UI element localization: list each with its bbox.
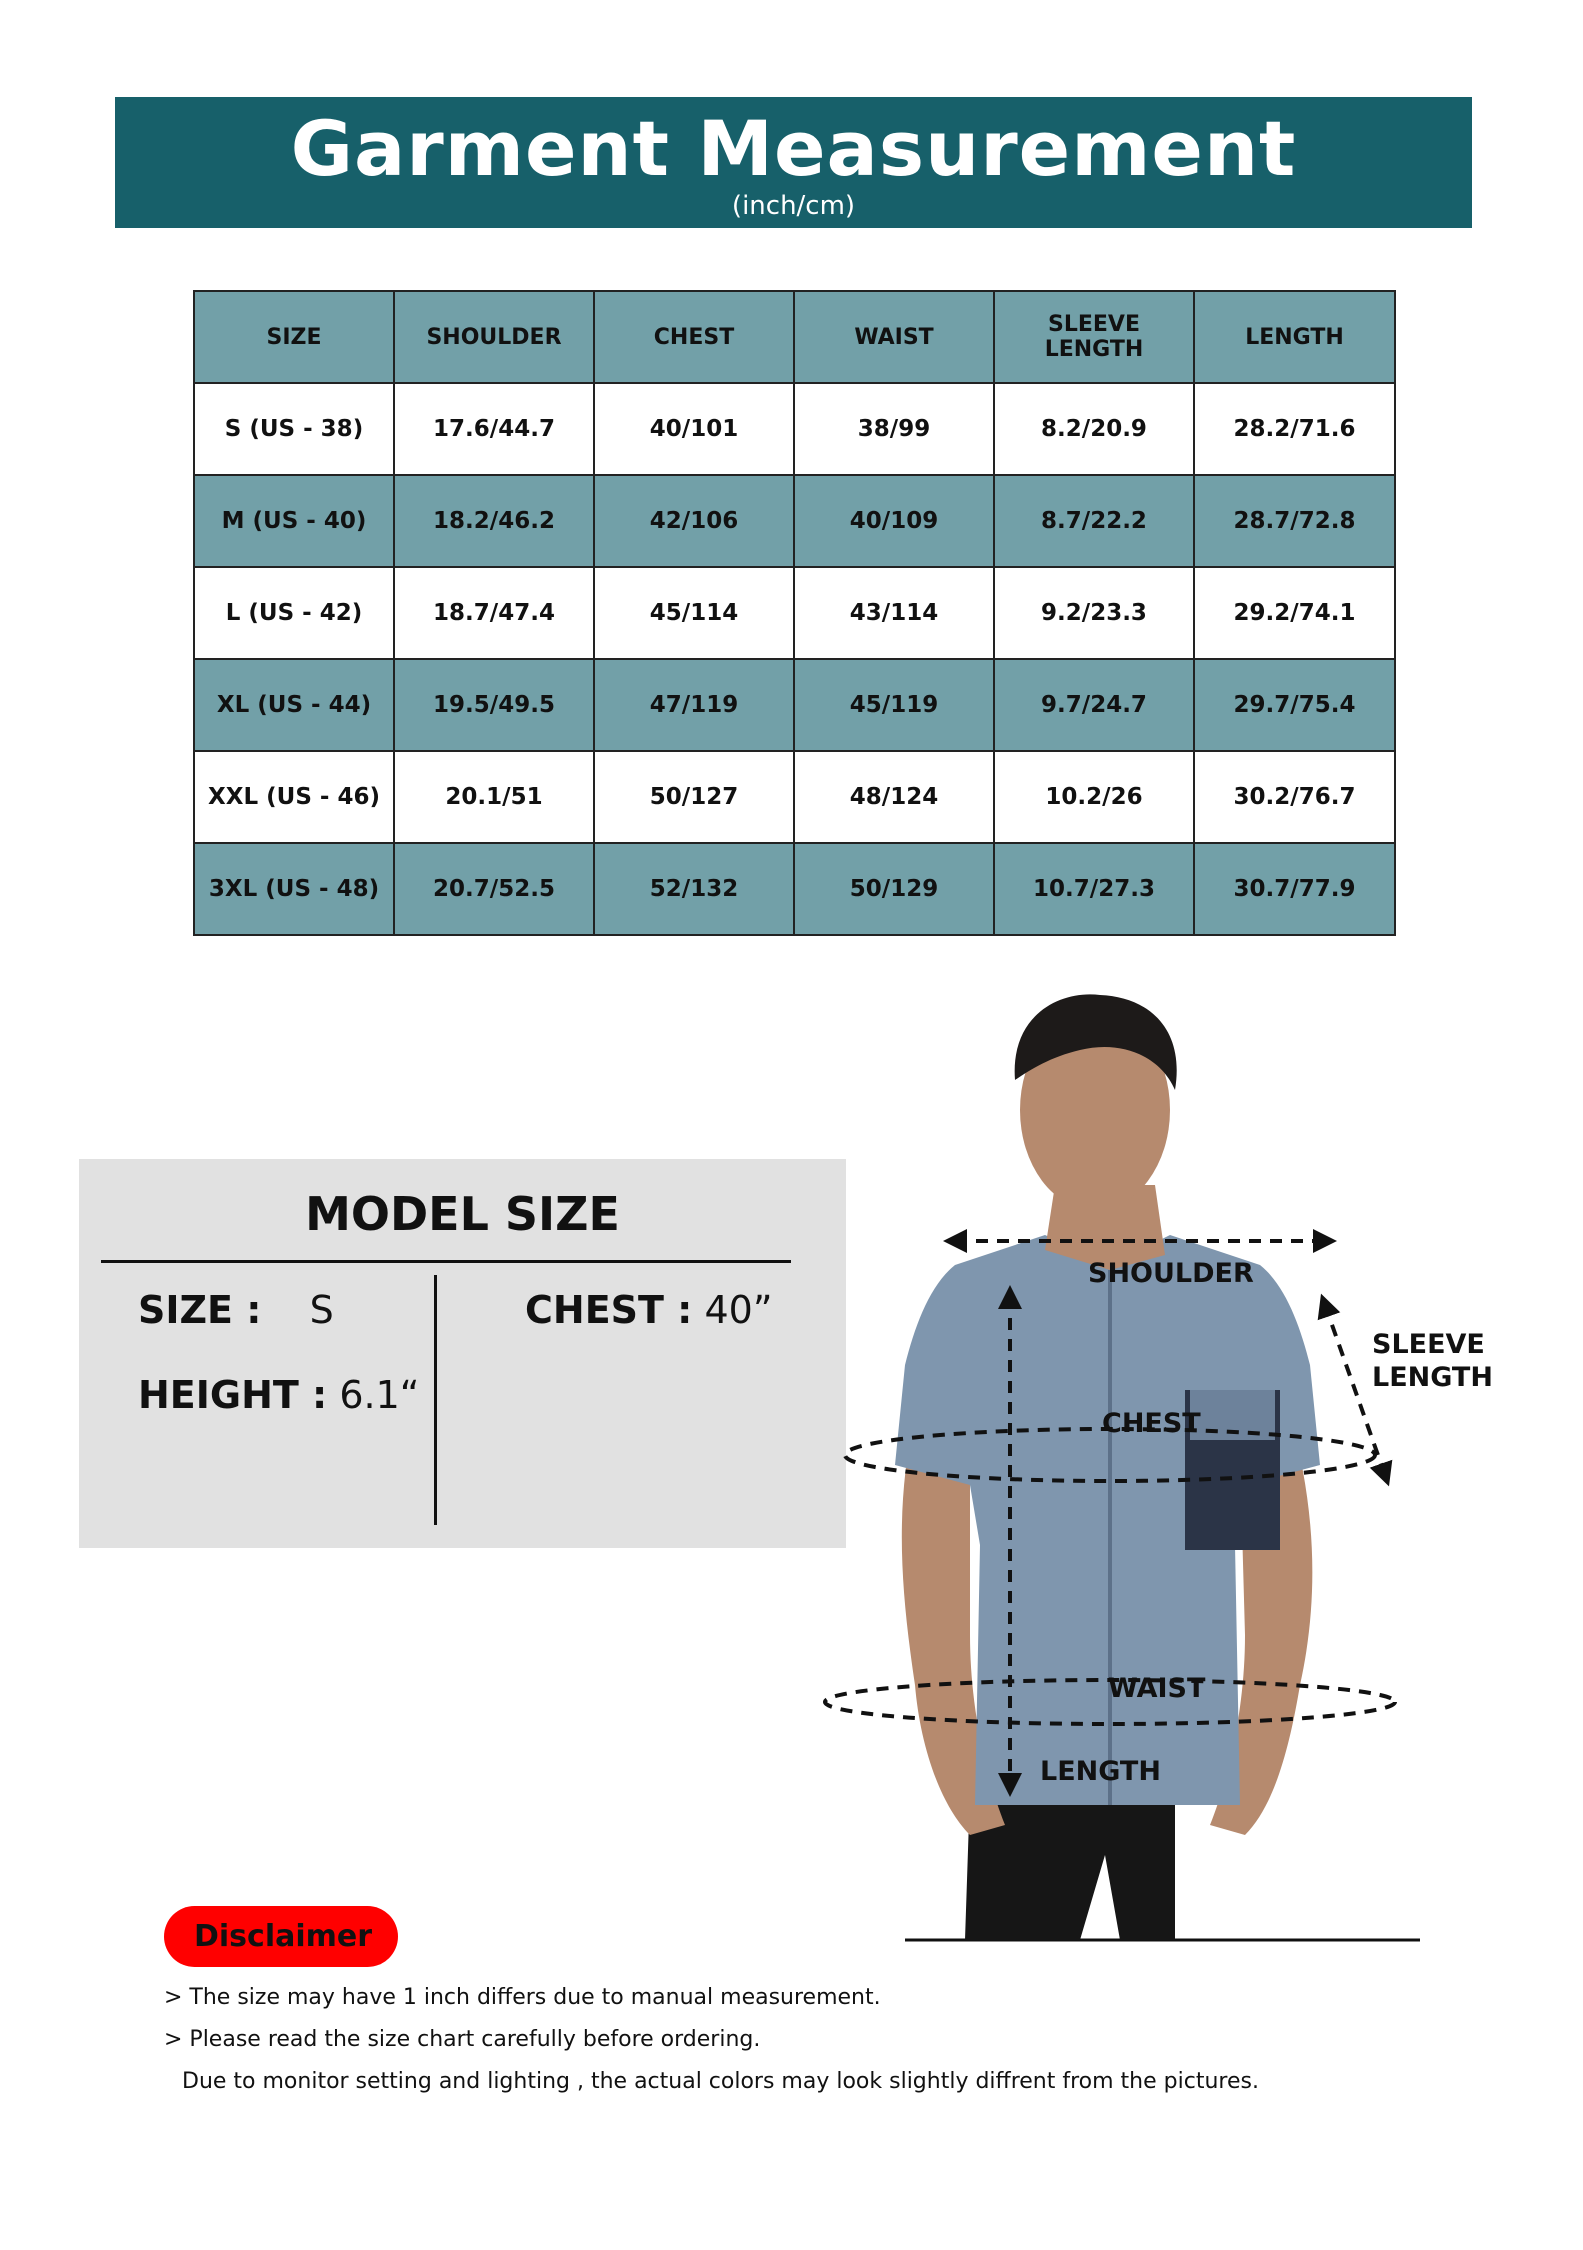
table-cell: 30.2/76.7 [1194,751,1395,843]
sleeve-label-line1: SLEEVE [1372,1329,1485,1360]
column-header-length: LENGTH [1194,291,1395,383]
table-cell: 45/119 [794,659,994,751]
size-value: S [309,1288,334,1332]
table-row [194,843,1395,935]
table-cell: 30.7/77.9 [1194,843,1395,935]
chest-value: 40” [704,1288,773,1332]
table-row [194,751,1395,843]
table-cell: 42/106 [594,475,794,567]
column-header-shoulder: SHOULDER [394,291,594,383]
table-header-row [194,291,1395,383]
disclaimer-line: > Please read the size chart carefully before ordering. [164,2027,761,2052]
table-cell: 19.5/49.5 [394,659,594,751]
model-size-box [79,1159,846,1548]
column-header-waist: WAIST [794,291,994,383]
size-chart-table [193,290,1396,936]
size-label: SIZE : [138,1288,262,1332]
length-label: LENGTH [1040,1756,1161,1787]
chest-label: CHEST : [525,1288,693,1332]
table-cell: 48/124 [794,751,994,843]
model-measurement-illustration [820,985,1493,1945]
sleeve-label-line2: LENGTH [1372,1362,1493,1393]
waist-label: WAIST [1108,1673,1206,1704]
table-cell: 40/109 [794,475,994,567]
table-cell: 29.2/74.1 [1194,567,1395,659]
table-cell: S (US - 38) [194,383,394,475]
table-row [194,567,1395,659]
column-header-size: SIZE [194,291,394,383]
table-cell: 8.7/22.2 [994,475,1194,567]
unit-subtitle: (inch/cm) [731,191,856,221]
table-cell: 3XL (US - 48) [194,843,394,935]
table-cell: 28.7/72.8 [1194,475,1395,567]
table-cell: 38/99 [794,383,994,475]
table-cell: 9.7/24.7 [994,659,1194,751]
table-row [194,383,1395,475]
disclaimer-line: > The size may have 1 inch differs due to manual measurement. [164,1985,881,2010]
column-header-sleeve-length: SLEEVE LENGTH [994,291,1194,383]
column-header-chest: CHEST [594,291,794,383]
table-row [194,475,1395,567]
table-cell: 10.7/27.3 [994,843,1194,935]
table-cell: XL (US - 44) [194,659,394,751]
table-cell: 43/114 [794,567,994,659]
table-cell: 20.7/52.5 [394,843,594,935]
table-cell: 18.7/47.4 [394,567,594,659]
height-value: 6.1“ [339,1373,420,1417]
model-chest-row [525,1288,773,1332]
divider [101,1260,791,1263]
page-title: Garment Measurement [290,104,1297,193]
table-cell: 20.1/51 [394,751,594,843]
shoulder-label: SHOULDER [1088,1258,1254,1289]
table-cell: 17.6/44.7 [394,383,594,475]
table-cell: 45/114 [594,567,794,659]
table-cell: 29.7/75.4 [1194,659,1395,751]
table-cell: 9.2/23.3 [994,567,1194,659]
table-cell: 50/127 [594,751,794,843]
model-height-row [138,1373,420,1417]
table-cell: 18.2/46.2 [394,475,594,567]
table-cell: 28.2/71.6 [1194,383,1395,475]
table-cell: 50/129 [794,843,994,935]
table-cell: 10.2/26 [994,751,1194,843]
chest-label: CHEST [1102,1408,1201,1439]
disclaimer-line: Due to monitor setting and lighting , the actual colors may look slightly diffrent from the pictures. [182,2069,1259,2094]
table-cell: 52/132 [594,843,794,935]
table-cell: XXL (US - 46) [194,751,394,843]
table-cell: L (US - 42) [194,567,394,659]
divider [434,1275,437,1525]
height-label: HEIGHT : [138,1373,328,1417]
model-size-title: MODEL SIZE [305,1187,620,1241]
table-cell: 8.2/20.9 [994,383,1194,475]
disclaimer-badge: Disclaimer [164,1906,398,1967]
model-size-row [138,1288,334,1332]
table-cell: 40/101 [594,383,794,475]
table-cell: M (US - 40) [194,475,394,567]
table-cell: 47/119 [594,659,794,751]
header-banner [115,97,1472,228]
table-row [194,659,1395,751]
